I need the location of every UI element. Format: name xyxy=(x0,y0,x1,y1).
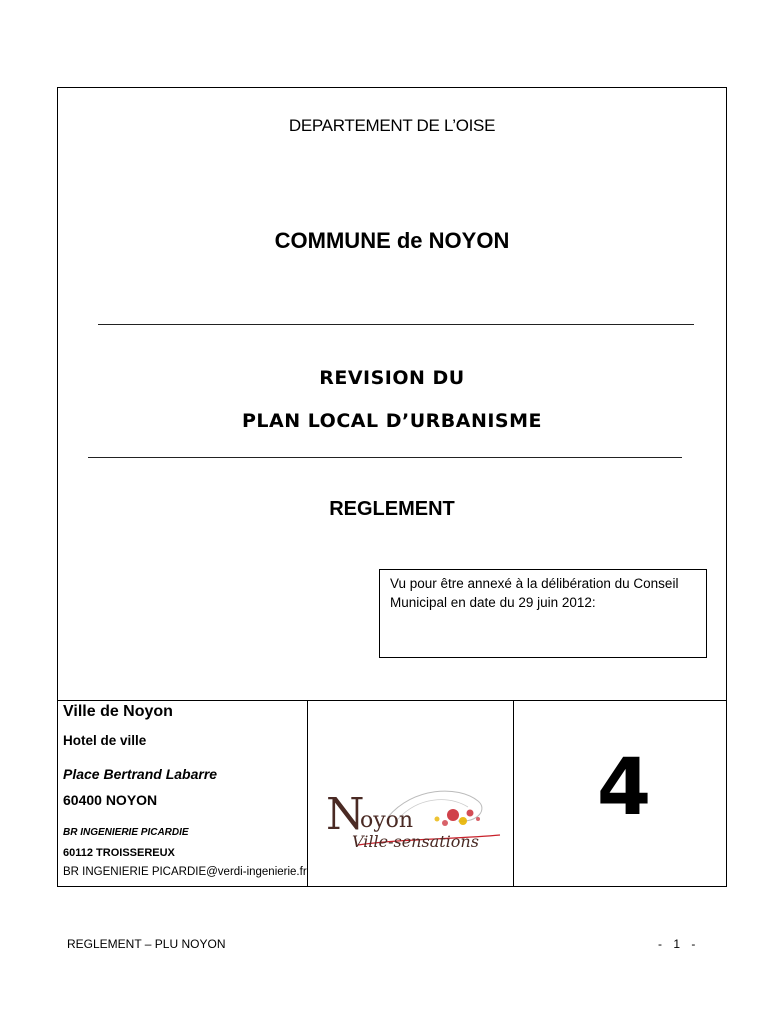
info-table xyxy=(58,700,726,887)
revision-title-line2: PLAN LOCAL D’URBANISME xyxy=(242,410,542,432)
revision-title-line1: REVISION DU xyxy=(319,367,465,389)
logo-cell xyxy=(308,701,514,887)
consultant-name: BR INGENIERIE PICARDIE xyxy=(63,827,189,838)
annex-box xyxy=(379,569,707,658)
footer-title: REGLEMENT – PLU NOYON xyxy=(67,937,226,951)
noyon-logo xyxy=(318,779,508,859)
annex-text: Vu pour être annexé à la délibération du Conseil Municipal en date du 29 juin 2012: xyxy=(390,576,679,610)
cover-frame xyxy=(57,87,727,887)
department-title: DEPARTEMENT DE L’OISE xyxy=(288,116,496,135)
address-cell xyxy=(58,701,308,887)
hotel-de-ville: Hotel de ville xyxy=(63,733,147,748)
postcode-city: 60400 NOYON xyxy=(63,792,158,808)
divider-bottom xyxy=(88,457,682,458)
consultant-email: BR INGENIERIE PICARDIE@verdi-ingenierie.fr xyxy=(63,866,307,878)
page-number: - 1 - xyxy=(658,937,696,951)
logo-name: oyon xyxy=(360,808,414,833)
logo-tagline: Ville-sensations xyxy=(352,832,479,851)
place-address: Place Bertrand Labarre xyxy=(63,766,218,782)
document-type-title: REGLEMENT xyxy=(329,498,455,520)
commune-title: COMMUNE de NOYON xyxy=(274,228,510,253)
document-number: 4 xyxy=(596,743,652,833)
document-number-cell xyxy=(514,701,726,887)
ville-name: Ville de Noyon xyxy=(63,703,173,720)
logo-initial: N xyxy=(326,789,365,840)
consultant-postcode-city: 60112 TROISSEREUX xyxy=(63,847,175,859)
divider-top xyxy=(98,324,694,325)
